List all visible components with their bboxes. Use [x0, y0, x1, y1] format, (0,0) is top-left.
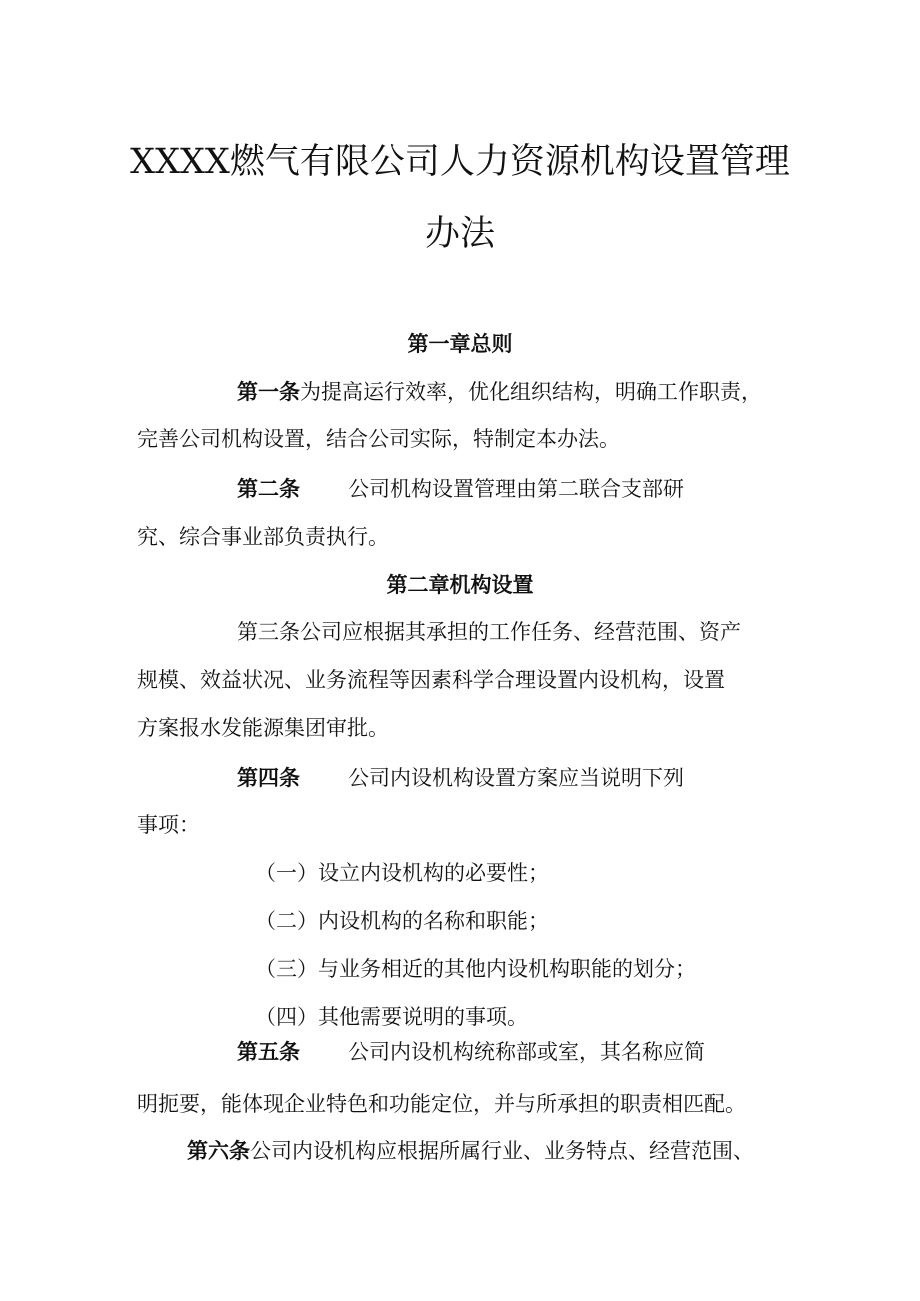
article-4-text: 公司内设机构设置方案应当说明下列 — [348, 766, 684, 790]
list-item: （三）与业务相近的其他内设机构职能的划分； — [255, 957, 696, 981]
list-item: （一）设立内设机构的必要性； — [255, 861, 549, 885]
article-2-line-1 — [237, 478, 684, 500]
article-1-label: 第一条 — [237, 379, 300, 404]
article-6-label: 第六条 — [187, 1138, 250, 1163]
chapter-1-heading: 第一章总则 — [407, 331, 513, 356]
article-5-text: 公司内设机构统称部或室，其名称应简 — [348, 1040, 705, 1064]
article-4-line-1 — [237, 767, 684, 789]
article-3-line-3: 方案报水发能源集团审批。 — [137, 716, 389, 740]
article-1-line-2: 完善公司机构设置，结合公司实际，特制定本办法。 — [137, 427, 620, 451]
document-title-line-2: 办法 — [424, 214, 495, 254]
list-item: （四）其他需要说明的事项。 — [255, 1005, 528, 1029]
article-3-line-2: 规模、效益状况、业务流程等因素科学合理设置内设机构，设置 — [137, 668, 725, 692]
article-4-label: 第四条 — [237, 765, 300, 790]
article-3-line-1: 第三条公司应根据其承担的工作任务、经营范围、资产 — [237, 620, 741, 644]
chapter-2-heading: 第二章机构设置 — [386, 572, 534, 597]
article-6-text: 公司内设机构应根据所属行业、业务特点、经营范围、 — [250, 1139, 754, 1163]
document-title-line-1: XXXX燃气有限公司人力资源机构设置管理 — [130, 142, 790, 182]
article-6-line-1 — [187, 1140, 754, 1162]
article-1-line-1 — [237, 381, 762, 403]
article-2-label: 第二条 — [237, 476, 300, 501]
list-item: （二）内设机构的名称和职能； — [255, 909, 549, 933]
article-5-label: 第五条 — [237, 1039, 300, 1064]
article-2-line-2: 究、综合事业部负责执行。 — [137, 525, 389, 549]
article-1-text: 为提高运行效率，优化组织结构，明确工作职责， — [300, 380, 762, 404]
article-5-line-1 — [237, 1041, 705, 1063]
article-2-text: 公司机构设置管理由第二联合支部研 — [348, 477, 684, 501]
article-4-line-2: 事项： — [137, 813, 200, 837]
article-5-line-2: 明扼要，能体现企业特色和功能定位，并与所承担的职责相匹配。 — [137, 1092, 746, 1116]
